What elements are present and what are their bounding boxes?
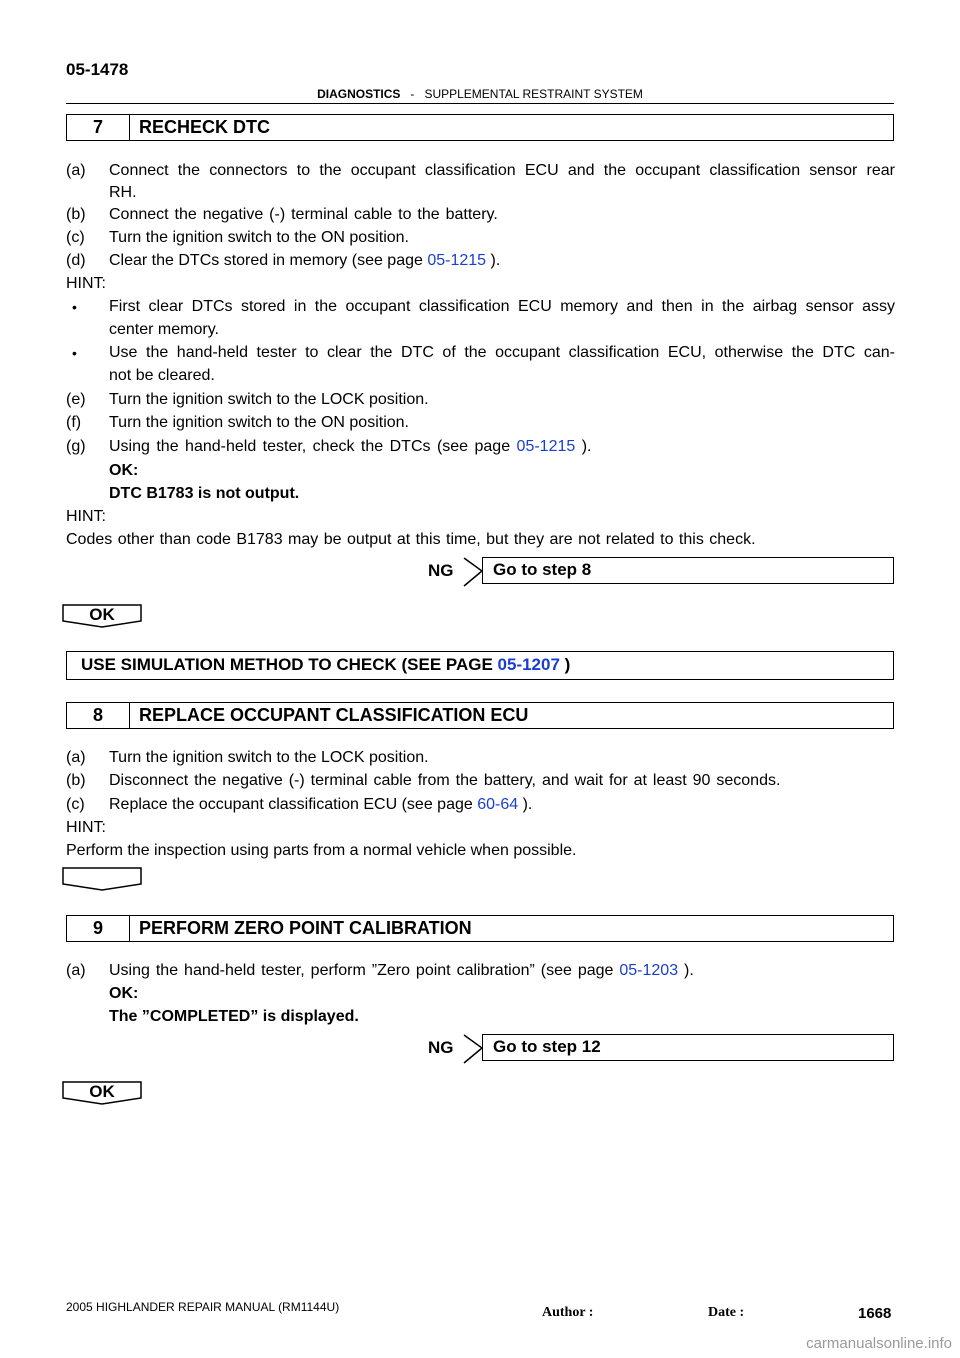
item-text: Turn the ignition switch to the ON position. [109,414,409,431]
hint-text: Codes other than code B1783 may be output at this time, but they are not related to this check. [66,531,756,548]
item-label: (e) [66,391,86,408]
page-link[interactable]: 60-64 [477,796,519,813]
item-text: Connect the negative (-) terminal cable to the battery. [109,206,498,223]
item-label: (f) [66,414,82,431]
watermark: carmanualsonline.info [806,1335,952,1352]
step-title: REPLACE OCCUPANT CLASSIFICATION ECU [139,705,529,725]
item-text [109,437,591,457]
subsection-name: SUPPLEMENTAL RESTRAINT SYSTEM [424,87,643,101]
bullet-icon: • [72,345,77,361]
text-segment: USE SIMULATION METHOD TO CHECK (SEE PAGE [81,655,498,674]
step-number: 8 [67,703,130,728]
page-link[interactable]: 05-1207 [497,655,560,674]
ok-criteria-label: OK: [109,462,139,479]
item-text: Turn the ignition switch to the LOCK position. [109,749,429,766]
hint-label: HINT: [66,275,106,292]
continue-tab[interactable] [62,867,142,889]
ng-action-box[interactable]: Go to step 12 [482,1034,894,1061]
step-title: RECHECK DTC [139,117,271,137]
item-label: (c) [66,796,85,813]
text-segment: Using the hand-held tester, check the DTCs (see page [109,438,517,455]
step-7-header [66,114,894,141]
text-segment: Clear the DTCs stored in memory (see page [109,252,428,269]
bullet-text-cont: center memory. [109,321,219,338]
item-text: Connect the connectors to the occupant classification ECU and the occupant classification sensor rear [109,162,895,179]
item-label: (g) [66,438,86,455]
simulation-method-box [66,651,894,680]
text-segment: Replace the occupant classification ECU (see page [109,796,478,813]
arrow-right-icon [462,1034,484,1064]
hint-label: HINT: [66,508,106,525]
text-segment: ) [559,655,571,674]
arrow-right-icon [462,557,484,587]
text-segment: ). [678,962,694,979]
bullet-icon: • [72,299,77,315]
ok-tab-label: OK [89,605,115,624]
ok-tab[interactable] [62,1081,142,1103]
ok-criteria-label: OK: [109,985,139,1002]
step-8-header [66,702,894,729]
step-number: 7 [67,115,130,140]
ok-criteria-text: DTC B1783 is not output. [109,485,300,502]
ok-criteria-text: The ”COMPLETED” is displayed. [109,1008,359,1025]
section-header [66,87,894,104]
item-text [109,795,532,815]
ok-tab-label: OK [89,1082,115,1101]
item-label: (a) [66,162,86,179]
item-label: (b) [66,206,86,223]
item-text: Turn the ignition switch to the LOCK position. [109,391,429,408]
item-label: (b) [66,772,86,789]
ok-tab[interactable] [62,604,142,626]
ng-label: NG [428,561,454,580]
section-header-text [66,87,894,101]
section-separator: - [410,87,415,101]
item-label: (a) [66,962,86,979]
date-label: Date : [708,1305,745,1320]
manual-title: 2005 HIGHLANDER REPAIR MANUAL (RM1144U) [66,1300,340,1314]
item-text [109,961,694,981]
bullet-text-cont: not be cleared. [109,367,215,384]
page-link[interactable]: 05-1203 [619,962,679,979]
item-text-cont: RH. [109,184,137,201]
text-segment: ). [575,438,592,455]
page-code: 05-1478 [66,60,129,79]
item-label: (d) [66,252,86,269]
item-label: (a) [66,749,86,766]
step-number: 9 [67,916,130,941]
page-number: 1668 [858,1305,892,1322]
page-link[interactable]: 05-1215 [427,252,487,269]
ng-action-box[interactable]: Go to step 8 [482,557,894,584]
item-text [109,251,500,271]
hint-text: Perform the inspection using parts from a normal vehicle when possible. [66,842,577,859]
continue-tab-shape [62,867,142,891]
item-text: Disconnect the negative (-) terminal cable from the battery, and wait for at least 90 seconds. [109,772,781,789]
section-name: DIAGNOSTICS [317,87,401,101]
step-9-header [66,915,894,942]
text-segment: Using the hand-held tester, perform ”Zero point calibration” (see page [109,962,620,979]
text-segment: ). [518,796,533,813]
bullet-text: First clear DTCs stored in the occupant classification ECU memory and then in the airbag sensor assy [109,298,895,315]
page-link[interactable]: 05-1215 [516,438,576,455]
item-label: (c) [66,229,85,246]
item-text: Turn the ignition switch to the ON position. [109,229,409,246]
text-segment: ). [486,252,501,269]
hint-label: HINT: [66,819,106,836]
bullet-text: Use the hand-held tester to clear the DTC of the occupant classification ECU, otherwise the DTC can- [109,344,895,361]
author-label: Author : [542,1305,594,1320]
step-title: PERFORM ZERO POINT CALIBRATION [139,918,472,938]
ng-label: NG [428,1038,454,1057]
